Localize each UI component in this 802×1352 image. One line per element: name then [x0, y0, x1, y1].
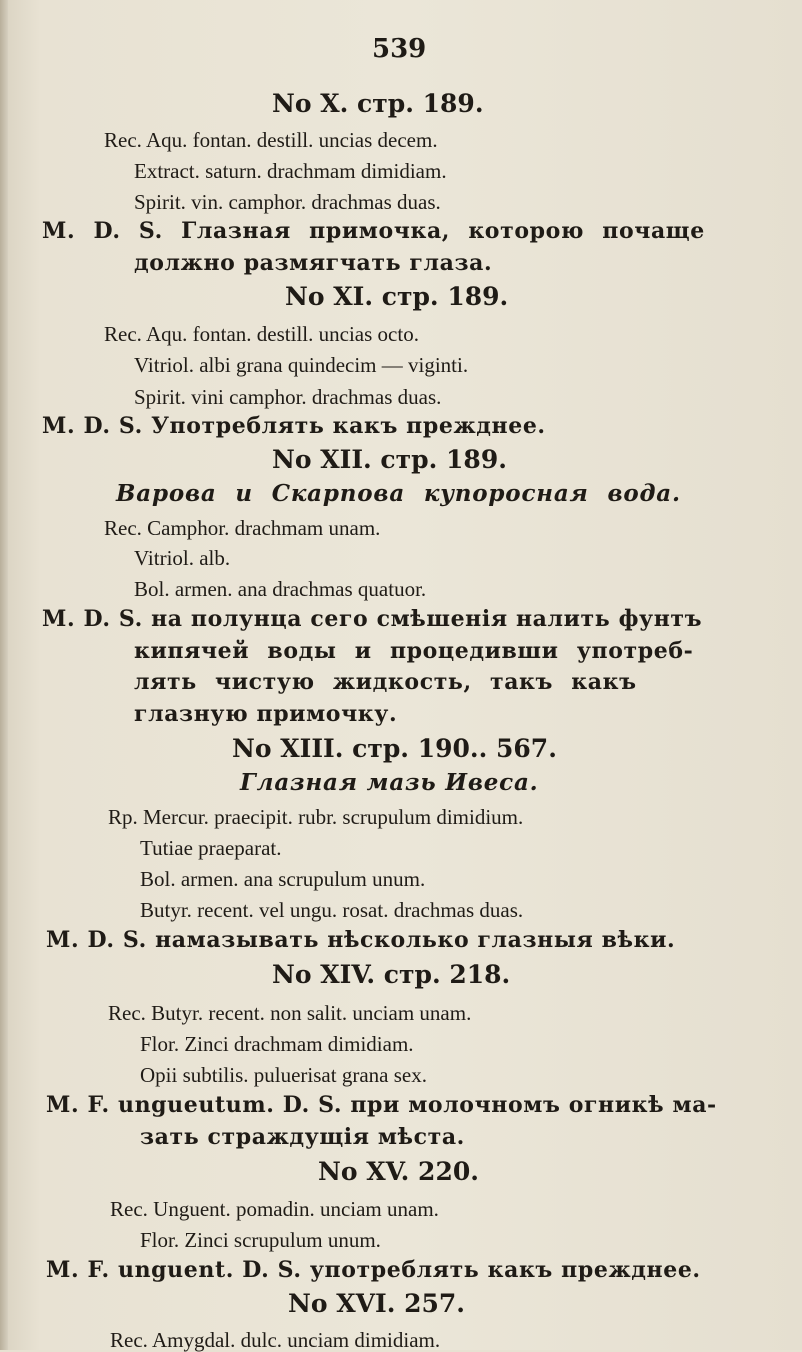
recipe-line: Flor. Zinci drachmam dimidiam. [140, 1032, 414, 1056]
prescription-heading: No XIV. стр. 218. [272, 960, 511, 989]
recipe-line: Vitriol. albi grana quindecim — viginti. [134, 353, 469, 377]
prescription-heading: No XI. стр. 189. [285, 282, 509, 311]
instruction-line: глазную примочку. [134, 701, 398, 727]
recipe-line: Flor. Zinci scrupulum unum. [140, 1228, 381, 1252]
instruction-line: лять чистую жидкость, такъ какъ [134, 669, 637, 695]
prescription-heading: No XIII. стр. 190.. 567. [232, 734, 557, 763]
page-number: 539 [372, 34, 427, 64]
recipe-line: Rec. Aqu. fontan. destill. uncias decem. [104, 128, 438, 152]
prescription-heading: No X. стр. 189. [272, 89, 484, 118]
instruction-line: M. D. S. Глазная примочка, которою почаще [42, 218, 705, 244]
instruction-line: M. D. S. Употреблять какъ прежднее. [42, 413, 546, 439]
recipe-line: Rec. Camphor. drachmam unam. [104, 516, 381, 540]
instruction-line: M. F. unguent. D. S. употреблять какъ прежднее. [46, 1257, 701, 1283]
recipe-line: Tutiae praeparat. [140, 836, 282, 860]
recipe-line: Rec. Butyr. recent. non salit. unciam unam. [108, 1001, 472, 1025]
recipe-line: Bol. armen. ana scrupulum unum. [140, 867, 426, 891]
recipe-line: Vitriol. alb. [134, 546, 231, 570]
prescription-title: Глазная мазь Ивеса. [240, 769, 539, 796]
instruction-line: M. D. S. на полунца сего смѣшенія налить фунтъ [42, 606, 703, 632]
recipe-line: Butyr. recent. vel ungu. rosat. drachmas duas. [140, 898, 524, 922]
instruction-line: зать страждущія мѣста. [140, 1124, 465, 1150]
recipe-line: Extract. saturn. drachmam dimidiam. [134, 159, 447, 183]
recipe-line: Rp. Mercur. praecipit. rubr. scrupulum dimidium. [108, 805, 524, 829]
prescription-title: Варова и Скарпова купоросная вода. [116, 480, 681, 507]
instruction-line: должно размягчать глаза. [134, 250, 493, 276]
instruction-line: кипячей воды и процедивши употреб- [134, 638, 694, 664]
prescription-heading: No XVI. 257. [288, 1289, 466, 1318]
prescription-heading: No XV. 220. [318, 1157, 479, 1186]
page-spine-shadow [0, 0, 8, 1350]
recipe-line: Rec. Unguent. pomadin. unciam unam. [110, 1197, 439, 1221]
recipe-line: Opii subtilis. puluerisat grana sex. [140, 1063, 427, 1087]
recipe-line: Spirit. vin. camphor. drachmas duas. [134, 190, 441, 214]
recipe-line: Spirit. vini camphor. drachmas duas. [134, 385, 442, 409]
recipe-line: Rec. Aqu. fontan. destill. uncias octo. [104, 322, 419, 346]
recipe-line: Bol. armen. ana drachmas quatuor. [134, 577, 427, 601]
instruction-line: M. F. ungueutum. D. S. при молочномъ огникѣ ма- [46, 1092, 717, 1118]
prescription-heading: No XII. стр. 189. [272, 445, 507, 474]
recipe-line: Rec. Amygdal. dulc. unciam dimidiam. [110, 1328, 441, 1352]
instruction-line: M. D. S. намазывать нѣсколько глазныя вѣки. [46, 927, 676, 953]
